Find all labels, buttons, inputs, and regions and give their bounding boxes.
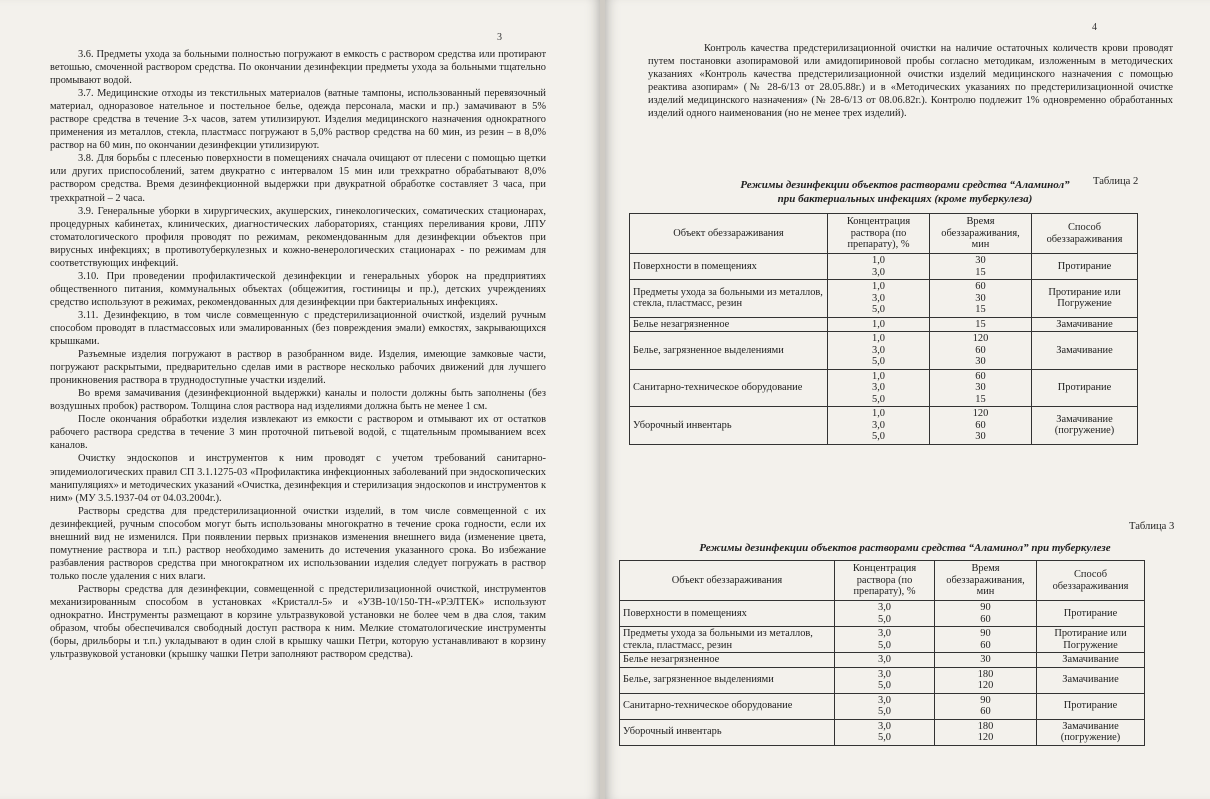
table-title-line: Режимы дезинфекции объектов растворами средства “Аламинол” [740, 179, 1070, 191]
concentration-cell [835, 719, 935, 745]
column-header: Объект обеззараживания [620, 561, 835, 601]
method-cell: Замачивание [1037, 667, 1145, 693]
time-cell [930, 317, 1032, 332]
table-2 [629, 213, 1138, 445]
table-row [630, 254, 1138, 280]
time-value: 180 [977, 720, 994, 732]
page-number: 3 [497, 32, 502, 43]
table-header-row [630, 214, 1138, 254]
time-value: 30 [975, 431, 986, 442]
concentration-value: 1,0 [872, 255, 885, 266]
time-cell [935, 667, 1037, 693]
concentration-value: 5,0 [872, 356, 885, 367]
time-value: 120 [977, 732, 994, 743]
table-title-line: при бактериальных инфекциях (кроме туберкулеза) [777, 193, 1033, 205]
concentration-value: 3,0 [878, 602, 891, 613]
concentration-value: 1,0 [872, 318, 885, 330]
time-cell [935, 719, 1037, 745]
time-cell [930, 332, 1032, 370]
concentration-cell [835, 601, 935, 627]
left-page [0, 0, 600, 799]
concentration-value: 5,0 [878, 706, 891, 717]
object-cell: Санитарно-техническое оборудование [630, 369, 828, 407]
concentration-value: 5,0 [872, 393, 885, 405]
paragraph: Разъемные изделия погружают в раствор в разобранном виде. Изделия, имеющие замковые части, погружают раскрытыми, предварительно сделав ими в растворе несколько рабочих движений для лучшего проникновения раствора в труднодоступные участки изделий. [50, 349, 546, 387]
object-cell: Поверхности в помещениях [630, 254, 828, 280]
time-value: 60 [975, 344, 986, 356]
method-cell: Протирание [1032, 369, 1138, 407]
object-cell: Белье незагрязненное [630, 317, 828, 332]
concentration-value: 3,0 [872, 266, 885, 278]
concentration-value: 5,0 [878, 680, 891, 691]
paragraph: Во время замачивания (дезинфекционной выдержки) каналы и полости должны быть заполнены (без воздушных пробок) раствором. Толщина слоя раствора над изделиями должна быть не менее 1 см. [50, 388, 546, 413]
time-value: 15 [975, 304, 986, 315]
time-value: 30 [975, 292, 986, 304]
time-cell [935, 601, 1037, 627]
concentration-cell [835, 627, 935, 653]
table-row [630, 280, 1138, 318]
column-header: Время обеззараживания, мин [935, 561, 1037, 601]
table-row [620, 667, 1145, 693]
paragraph: 3.11. Дезинфекцию, в том числе совмещенную с предстерилизационной очисткой, изделий ручным способом проводят в пластмассовых или эмалированных (без повреждения эмали) емкостях, закрывающихся крышками. [50, 309, 546, 348]
concentration-value: 5,0 [878, 613, 891, 625]
concentration-value: 5,0 [872, 431, 885, 442]
time-value: 60 [980, 706, 991, 717]
concentration-value: 3,0 [878, 694, 891, 706]
concentration-value: 3,0 [878, 654, 891, 665]
table-row [620, 601, 1145, 627]
time-value: 60 [980, 639, 991, 651]
table-3-label: Таблица 3 [1129, 521, 1175, 532]
concentration-cell [835, 653, 935, 668]
time-cell [930, 280, 1032, 318]
time-value: 60 [975, 370, 986, 382]
column-header: Время обеззараживания, мин [930, 214, 1032, 254]
paragraph: 3.8. Для борьбы с плесенью поверхности в помещениях сначала очищают от плесени с помощью щетки или других приспособлений, затем двукратно с интервалом 15 мин или трехкратно обрабатывают 8,0% раствором средства. Время дезинфекционной выдержки при двукратной обработке составляет 3 часа, при трехкратной – 2 часа. [50, 153, 546, 204]
concentration-cell [828, 254, 930, 280]
column-header: Способ обеззараживания [1037, 561, 1145, 601]
column-header: Концентрация раствора (по препарату), % [828, 214, 930, 254]
time-value: 15 [975, 266, 986, 278]
object-cell: Предметы ухода за больными из металлов, стекла, пластмасс, резин [620, 627, 835, 653]
time-value: 90 [980, 602, 991, 613]
time-value: 15 [975, 318, 986, 330]
time-cell [930, 254, 1032, 280]
page-number: 4 [1092, 22, 1097, 33]
time-value: 90 [980, 694, 991, 706]
time-value: 30 [975, 255, 986, 266]
time-value: 60 [975, 281, 986, 292]
object-cell: Белье незагрязненное [620, 653, 835, 668]
time-value: 30 [980, 654, 991, 665]
concentration-value: 3,0 [872, 419, 885, 431]
method-cell: Протирание или Погружение [1032, 280, 1138, 318]
right-page [605, 0, 1210, 799]
method-cell: Протирание [1037, 601, 1145, 627]
method-cell: Протирание [1032, 254, 1138, 280]
paragraph: Растворы средства для предстерилизационной очистки изделий, в том числе совмещенной с их дезинфекцией, ручным способом могут быть использованы многократно в течение срока годности, если их внешний вид не изменился. При появлении первых признаков изменения внешнего вида (изменение цвета, помутнение раствора и т.п.) раствор необходимо заменить до истечения указанного срока. Во избежание разбавления растворов средства при многократном их использовании изделия следует погружать в раствор только после удаления с них влаги. [50, 505, 546, 582]
time-value: 15 [975, 393, 986, 405]
table-row [620, 693, 1145, 719]
concentration-cell [828, 369, 930, 407]
concentration-value: 1,0 [872, 333, 885, 344]
column-header: Концентрация раствора (по препарату), % [835, 561, 935, 601]
method-cell: Замачивание (погружение) [1037, 719, 1145, 745]
concentration-value: 3,0 [872, 344, 885, 356]
object-cell: Белье, загрязненное выделениями [620, 667, 835, 693]
table-2-label: Таблица 2 [1093, 176, 1139, 187]
paragraph: 3.9. Генеральные уборки в хирургических, акушерских, гинекологических, соматических стационарах, процедурных кабинетах, клинических, диагностических лабораториях, станциях переливания крови, ЛПУ стоматологического профиля проводят по режимам, рекомендованным для дезинфекции объектов при вирусных инфекциях; в противотуберкулезных и кожно-венерологических стационарах - по режимам для соответствующих инфекций. [50, 205, 546, 269]
column-header: Объект обеззараживания [630, 214, 828, 254]
method-cell: Замачивание (погружение) [1032, 407, 1138, 445]
object-cell: Поверхности в помещениях [620, 601, 835, 627]
time-value: 60 [975, 419, 986, 431]
column-header: Способ обеззараживания [1032, 214, 1138, 254]
concentration-cell [835, 693, 935, 719]
table-3-title: Режимы дезинфекции объектов растворами средства “Аламинол” при туберкулезе [699, 542, 1111, 554]
paragraph: 3.10. При проведении профилактической дезинфекции и генеральных уборок на предприятиях общественного питания, коммунальных объектах (общежития, гостиницы и пр.), детских учреждениях средство используют в режимах, рекомендованных для дезинфекции при бактериальных инфекциях. [50, 270, 546, 308]
concentration-value: 1,0 [872, 408, 885, 419]
table-row [630, 369, 1138, 407]
paragraph: После окончания обработки изделия извлекают из емкости с раствором и отмывают их от остатков рабочего раствора средства в течение 3 мин проточной питьевой водой, с тщательным промыванием всех каналов. [50, 414, 546, 452]
object-cell: Белье, загрязненное выделениями [630, 332, 828, 370]
table-2-title [625, 178, 1185, 206]
method-cell: Замачивание [1032, 317, 1138, 332]
paragraph: 3.6. Предметы ухода за больными полностью погружают в емкость с раствором средства или протирают ветошью, смоченной раствором средства. По окончании дезинфекции предметы ухода за больными тщательно промывают водой. [50, 49, 546, 87]
time-value: 120 [977, 680, 994, 691]
concentration-value: 5,0 [878, 732, 891, 743]
object-cell: Санитарно-техническое оборудование [620, 693, 835, 719]
method-cell: Протирание или Погружение [1037, 627, 1145, 653]
time-cell [930, 407, 1032, 445]
concentration-cell [828, 280, 930, 318]
table-row [630, 317, 1138, 332]
concentration-value: 1,0 [872, 370, 885, 382]
time-value: 30 [975, 382, 986, 393]
time-cell [935, 653, 1037, 668]
time-cell [935, 693, 1037, 719]
table-3 [619, 560, 1145, 746]
concentration-cell [828, 332, 930, 370]
time-cell [930, 369, 1032, 407]
table-row [630, 332, 1138, 370]
concentration-value: 3,0 [878, 720, 891, 732]
time-value: 120 [972, 408, 989, 419]
concentration-value: 3,0 [878, 668, 891, 680]
object-cell: Предметы ухода за больными из металлов, стекла, пластмасс, резин [630, 280, 828, 318]
paragraph: Контроль качества предстерилизационной очистки на наличие остаточных количеств крови проводят путем постановки азопирамовой или амидопириновой пробы согласно методикам, изложенным в методических указаниях «Контроль качества предстерилизационной очистки изделий медицинского назначения с помощью реактива азопирам» (№ 28-6/13 от 28.05.88г.) и в «Методических указаниях по предстерилизационной очистке изделий медицинского назначения» (№ 28-6/13 от 08.06.82г.). Контролю подлежит 1% одновременно обработанных изделий одного наименования (но не менее трех изделий). [648, 43, 1173, 120]
concentration-value: 3,0 [872, 292, 885, 304]
concentration-cell [835, 667, 935, 693]
concentration-cell [828, 317, 930, 332]
time-value: 30 [975, 356, 986, 367]
paragraph: Очистку эндоскопов и инструментов к ним проводят с учетом требований санитарно-эпидемиологических правил СП 3.1.1275-03 «Профилактика инфекционных заболеваний при эндоскопических манипуляциях» и методических указаний «Очистка, дезинфекция и стерилизация эндоскопов и инструментов к ним» (МУ 3.5.1937-04 от 04.03.2004г.). [50, 453, 546, 504]
time-value: 60 [980, 613, 991, 625]
method-cell: Замачивание [1037, 653, 1145, 668]
table-row [620, 627, 1145, 653]
concentration-value: 1,0 [872, 281, 885, 292]
time-value: 120 [972, 333, 989, 344]
method-cell: Замачивание [1032, 332, 1138, 370]
body-text [50, 48, 546, 661]
method-cell: Протирание [1037, 693, 1145, 719]
time-value: 180 [977, 668, 994, 680]
time-cell [935, 627, 1037, 653]
time-value: 90 [980, 628, 991, 639]
concentration-value: 5,0 [878, 639, 891, 651]
table-header-row [620, 561, 1145, 601]
object-cell: Уборочный инвентарь [630, 407, 828, 445]
object-cell: Уборочный инвентарь [620, 719, 835, 745]
concentration-value: 5,0 [872, 304, 885, 315]
concentration-cell [828, 407, 930, 445]
concentration-value: 3,0 [872, 382, 885, 393]
paragraph: Растворы средства для дезинфекции, совмещенной с предстерилизационной очисткой, инструментов механизированным способом в установках «Кристалл-5» и «УЗВ-10/150-ТН-«РЭЛТЕК» используют однократно. Инструменты размещают в корзине ультразвуковой установки не более чем в два слоя, таким образом, чтобы обеспечивался свободный доступ раствора к ним. Мелкие стоматологические инструменты (боры, дрильборы и т.п.) укладывают в один слой в крышку чашки Петри, которую устанавливают в корзину ультразвуковой установки (крышку чашки Петри заполняют раствором средства). [50, 583, 546, 661]
paragraph: 3.7. Медицинские отходы из текстильных материалов (ватные тампоны, использованный перевязочный материал, одноразовое нательное и постельное белье, одежда персонала, маски и пр.) замачивают в 5% растворе средства в течение 3-х часов, затем утилизируют. Изделия медицинского назначения однократного применения из металлов, стекла, пластмасс погружают в 5,0% раствор средства на 60 мин, из резин – в 8,0% раствор на 60 мин, по окончании дезинфекции утилизируют. [50, 88, 546, 152]
intro-text [648, 42, 1173, 120]
table-row [620, 719, 1145, 745]
table-row [620, 653, 1145, 668]
concentration-value: 3,0 [878, 628, 891, 639]
table-row [630, 407, 1138, 445]
